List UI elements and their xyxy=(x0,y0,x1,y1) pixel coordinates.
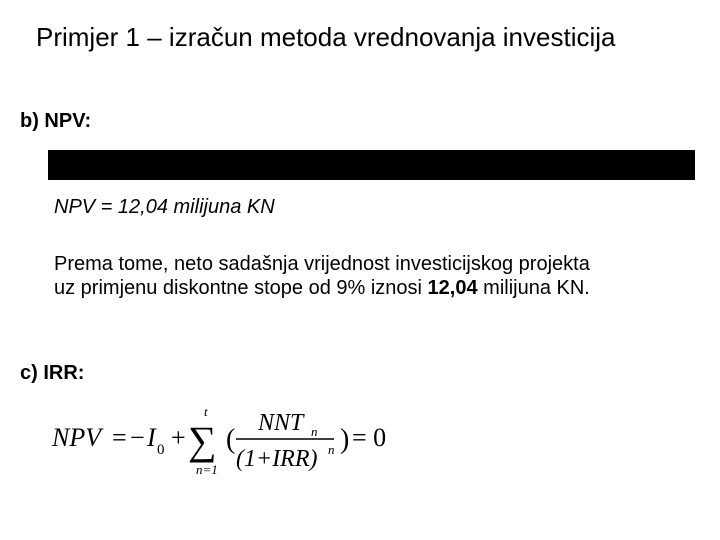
formula-lhs: NPV xyxy=(52,423,102,452)
fraction-denominator: (1+IRR) xyxy=(236,446,318,472)
formula-open-paren: ( xyxy=(226,424,236,455)
conclusion-paragraph xyxy=(54,252,590,300)
page-title: Primjer 1 – izračun metoda vrednovanja investicija xyxy=(36,22,616,52)
summation-upper-limit: t xyxy=(204,404,208,419)
formula-close-paren: ) xyxy=(340,424,350,455)
paragraph-line-2 xyxy=(54,276,590,300)
summation-sigma: ∑ xyxy=(188,418,217,463)
denominator-superscript: n xyxy=(328,442,335,457)
paragraph-line-1: Prema tome, neto sadašnja vrijednost investicijskog projekta xyxy=(54,253,590,275)
irr-formula xyxy=(50,402,410,482)
formula-minus: − xyxy=(130,423,145,452)
paragraph-line-2-end: milijuna KN. xyxy=(477,277,590,299)
summation-lower-limit: n=1 xyxy=(196,462,218,477)
npv-result: NPV = 12,04 milijuna KN xyxy=(54,196,275,218)
redacted-formula-bar xyxy=(48,150,695,180)
formula-investment: I xyxy=(147,423,156,452)
numerator-subscript: n xyxy=(311,424,318,439)
section-c-heading: c) IRR: xyxy=(20,362,85,384)
formula-rhs: = 0 xyxy=(352,423,387,452)
npv-value-bold: 12,04 xyxy=(427,277,478,299)
paragraph-line-2-text: uz primjenu diskontne stope od 9% iznosi xyxy=(54,277,428,299)
section-b-heading: b) NPV: xyxy=(20,110,92,132)
formula-plus: + xyxy=(171,423,186,452)
formula-investment-subscript: 0 xyxy=(157,442,165,458)
fraction-numerator: NNT xyxy=(258,410,304,436)
formula-equals: = xyxy=(112,423,127,452)
